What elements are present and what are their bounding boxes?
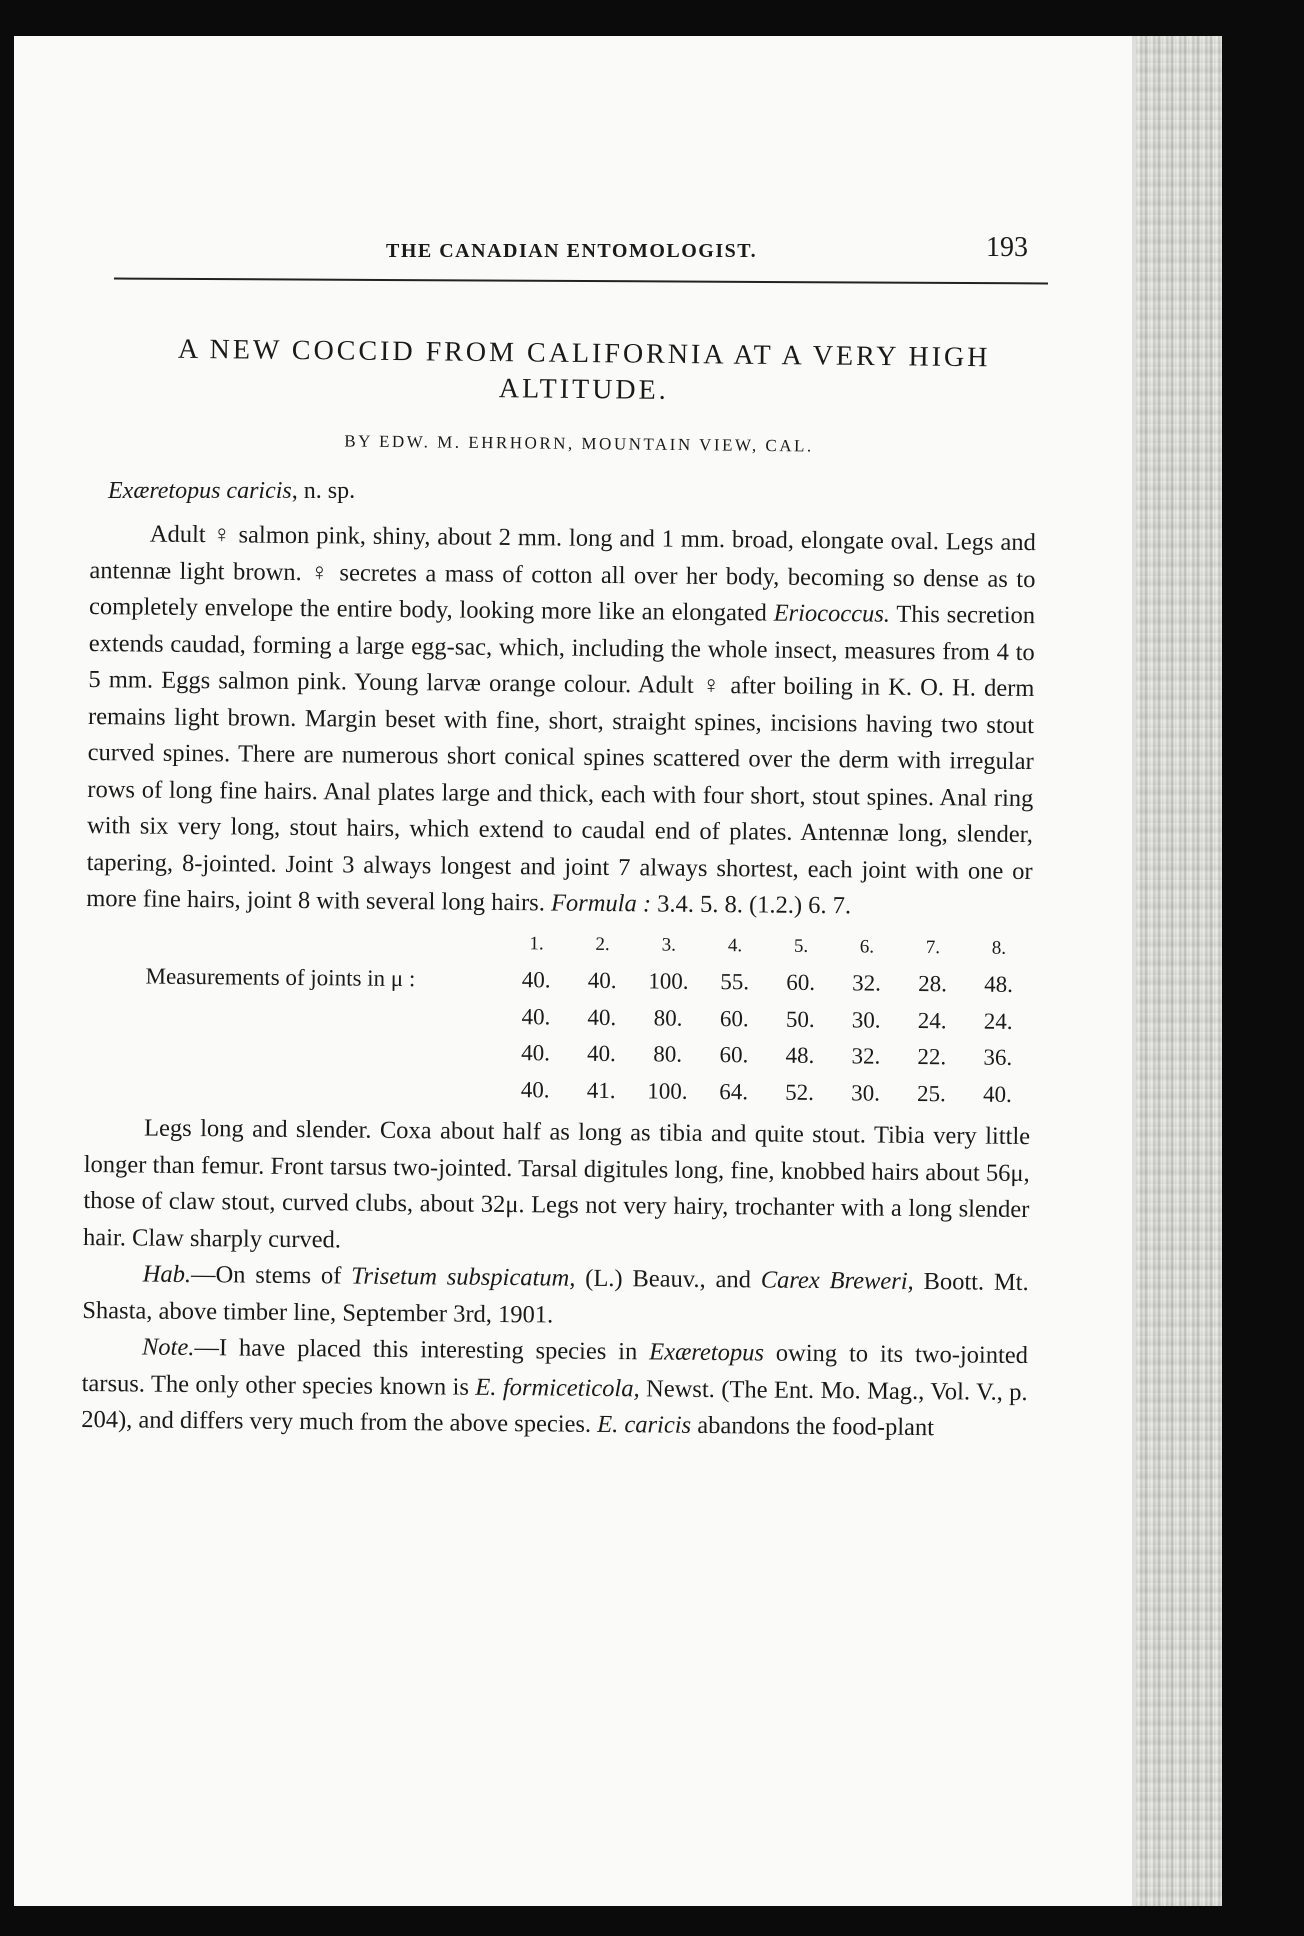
page-edge-shade: [1136, 36, 1222, 1906]
table-cell: 55.: [720, 969, 750, 995]
text-run: owing to its two-jointed tarsus. The only other species known is: [81, 1339, 1029, 1401]
text-run: 3.4. 5. 8. (1.2.) 6. 7.: [650, 890, 852, 920]
description-paragraph: [86, 516, 1036, 927]
text-run: Adult ♀ salmon pink, shiny, about 2 mm. long and 1 mm. broad, elongate oval. Legs and antennæ light brown. ♀ secretes a mass of cotton all over her body, becoming so dense as to completely envelope the entire body, looking more like an elongated: [89, 520, 1036, 627]
species-name: Exæretopus caricis: [108, 478, 292, 504]
table-cell: 100.: [648, 968, 689, 994]
joint-label: 5.: [793, 935, 809, 957]
table-row: [84, 1067, 1030, 1113]
scanned-page: [14, 36, 1222, 1906]
table-cell: 52.: [785, 1079, 815, 1105]
habitat-paragraph: [82, 1256, 1029, 1338]
joint-label: 6.: [859, 935, 875, 958]
italic-formula-label: Formula :: [550, 889, 652, 918]
text-run: —On stems of: [190, 1261, 352, 1290]
italic-species: E. formiceticola,: [475, 1373, 640, 1402]
joint-label: 4.: [727, 934, 743, 956]
table-cell: 41.: [586, 1077, 616, 1103]
note-paragraph: [81, 1329, 1028, 1448]
article-byline: BY EDW. M. EHRHORN, MOUNTAIN VIEW, CAL.: [344, 431, 814, 456]
italic-species: E. caricis: [597, 1410, 692, 1439]
text-run: Boott. Mt. Shasta, above timber line, September 3rd, 1901.: [82, 1267, 1029, 1328]
page-content: [14, 36, 1134, 1906]
running-head: THE CANADIAN ENTOMOLOGIST.: [386, 240, 758, 262]
species-heading: [108, 478, 355, 505]
text-run: —I have placed this interesting species in: [194, 1334, 650, 1366]
table-cell: 40.: [587, 967, 617, 994]
table-cell: 28.: [918, 970, 948, 997]
table-cell: 80.: [653, 1041, 683, 1067]
text-run: abandons the food-plant: [691, 1411, 935, 1442]
joint-label: 1.: [529, 932, 544, 954]
italic-genus: Exæretopus: [649, 1338, 765, 1367]
table-cell: 60.: [719, 1005, 749, 1031]
text-run: (L.) Beauv., and: [575, 1264, 761, 1294]
table-cell: 25.: [917, 1080, 946, 1106]
measurements-table: [84, 921, 1032, 1113]
table-cell: 60.: [719, 1042, 749, 1068]
joint-label: 2.: [595, 933, 610, 955]
table-cell: 48.: [984, 971, 1014, 997]
table-cell: 40.: [587, 1040, 616, 1067]
italic-genus: Eriococcus.: [773, 599, 891, 628]
table-cell: 24.: [983, 1008, 1013, 1034]
table-cell: 40.: [521, 967, 551, 993]
joint-label: 8.: [991, 937, 1007, 959]
species-suffix: , n. sp.: [291, 478, 356, 504]
table-cell: 40.: [520, 1076, 550, 1102]
table-cell: 24.: [917, 1007, 947, 1033]
page-number: 193: [986, 232, 1028, 263]
italic-species: Trisetum subspicatum,: [351, 1262, 576, 1292]
table-cell: 40.: [982, 1081, 1012, 1107]
table-cell: 80.: [653, 1004, 683, 1031]
table-cell: 30.: [851, 1006, 881, 1033]
italic-label: Note.: [141, 1333, 195, 1362]
table-cell: 40.: [521, 1040, 551, 1066]
measurements-label: Measurements of joints in μ :: [145, 963, 416, 992]
italic-species: Carex Breweri,: [760, 1266, 914, 1295]
table-cell: 64.: [719, 1078, 749, 1104]
text-run: Newst. (The Ent. Mo. Mag., Vol. V., p. 204), and differs very much from the above species.: [81, 1374, 1028, 1438]
legs-paragraph: Legs long and slender. Coxa about half as long as tibia and quite stout. Tibia very little longer than femur. Front tarsus two-jointed. Tarsal digitules long, fine, knobbed hairs about 56μ, those of claw stout, curved clubs, about 32μ. Legs not very hairy, trochanter with a long slender hair. Claw sharply curved.: [82, 1114, 1031, 1253]
article-title: A NEW COCCID FROM CALIFORNIA AT A VERY HIGH ALTITUDE.: [177, 333, 991, 406]
joint-label: 3.: [661, 934, 677, 956]
header-rule: [114, 278, 1048, 285]
table-cell: 60.: [786, 969, 816, 995]
table-cell: 32.: [852, 970, 882, 996]
text-run: This secretion extends caudad, forming a large egg-sac, which, including the whole insect, measures from 4 to 5 mm. Eggs salmon pink. Young larvæ orange colour. Adult ♀ after boiling in K. O. H. derm remains light brown. Margin beset with fine, short, straight spines, incisions having two stout curved spines. There are numerous short conical spines scattered over the derm with irregular rows of long fine hairs. Anal plates large and thick, each with four short, stout spines. Anal ring with six very long, stout hairs, which extend to caudal end of plates. Antennæ long, slender, tapering, 8-jointed. Joint 3 always longest and joint 7 always shortest, each joint with one or more fine hairs, joint 8 with several long hairs.: [86, 600, 1036, 917]
table-cell: 48.: [785, 1042, 815, 1068]
table-cell: 100.: [647, 1077, 688, 1104]
italic-label: Hab.: [142, 1260, 192, 1289]
table-cell: 40.: [587, 1004, 617, 1030]
table-cell: 50.: [785, 1006, 815, 1032]
table-cell: 40.: [521, 1003, 551, 1029]
table-cell: 22.: [917, 1043, 947, 1070]
table-cell: 32.: [851, 1043, 881, 1069]
joint-label: 7.: [925, 936, 941, 958]
table-cell: 30.: [851, 1079, 881, 1106]
table-cell: 36.: [983, 1044, 1013, 1070]
article-body: [81, 516, 1036, 1448]
